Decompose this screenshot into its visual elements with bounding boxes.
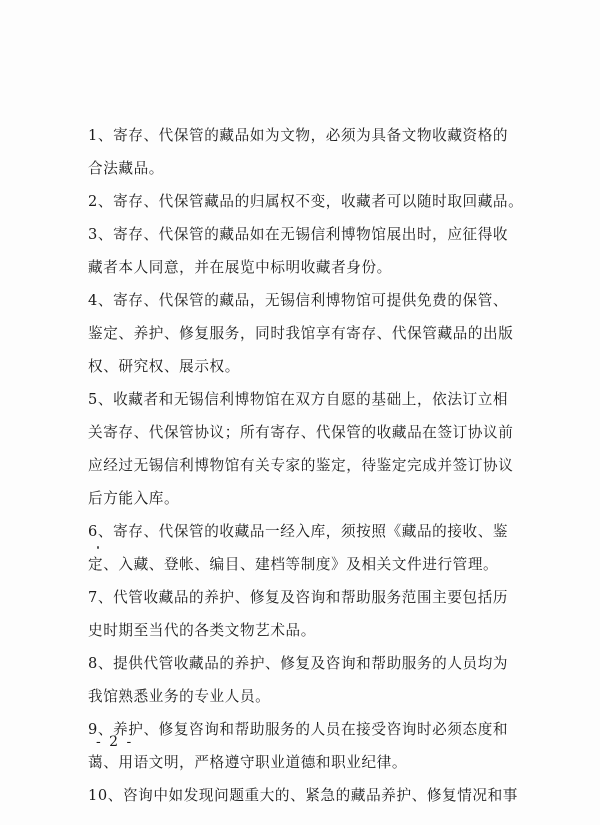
text-line: 应经过无锡信利博物馆有关专家的鉴定，待鉴定完成并签订协议 [88,457,514,474]
text-line: 定、入藏、登帐、编目、建档等制度》及相关文件进行管理。 [88,556,499,573]
text-line: 关寄存、代保管协议；所有寄存、代保管的收藏品在签订协议前 [88,424,514,441]
page-number: - 2 - [96,734,134,750]
text-line: 合法藏品。 [88,160,164,177]
text-line: 10、咨询中如发现问题重大的、紧急的藏品养护、修复情况和事 [88,787,519,804]
text-line: 权、研究权、展示权。 [88,358,240,375]
text-line: 2、寄存、代保管藏品的归属权不变，收藏者可以随时取回藏品。 [88,193,524,210]
text-line: 鉴定、养护、修复服务，同时我馆享有寄存、代保管藏品的出版 [88,325,514,342]
text-line: 9、养护、修复咨询和帮助服务的人员在接受咨询时必须态度和 [88,721,509,738]
text-line: 藏者本人同意，并在展览中标明收藏者身份。 [88,259,392,276]
text-line: 5、收藏者和无锡信利博物馆在双方自愿的基础上，依法订立相 [88,391,509,408]
text-line: 8、提供代管收藏品的养护、修复及咨询和帮助服务的人员均为 [88,655,509,672]
text-line: 蔼、用语文明，严格遵守职业道德和职业纪律。 [88,754,408,771]
text-line: 6、寄存、代保管的收藏品一经入库，须按照《藏品的接收、鉴 [88,523,509,540]
text-line: 3、寄存、代保管的藏品如在无锡信利博物馆展出时，应征得收 [88,226,509,243]
text-line: 7、代管收藏品的养护、修复及咨询和帮助服务范围主要包括历 [88,589,509,606]
text-line: 史时期至当代的各类文物艺术品。 [88,622,316,639]
text-line: 1、寄存、代保管的藏品如为文物，必须为具备文物收藏资格的 [88,127,509,144]
text-line: 4、寄存、代保管的藏品，无锡信利博物馆可提供免费的保管、 [88,292,509,309]
scan-speck [97,546,99,549]
text-line: 我馆熟悉业务的专业人员。 [88,688,271,705]
text-line: 后方能入库。 [88,490,180,507]
